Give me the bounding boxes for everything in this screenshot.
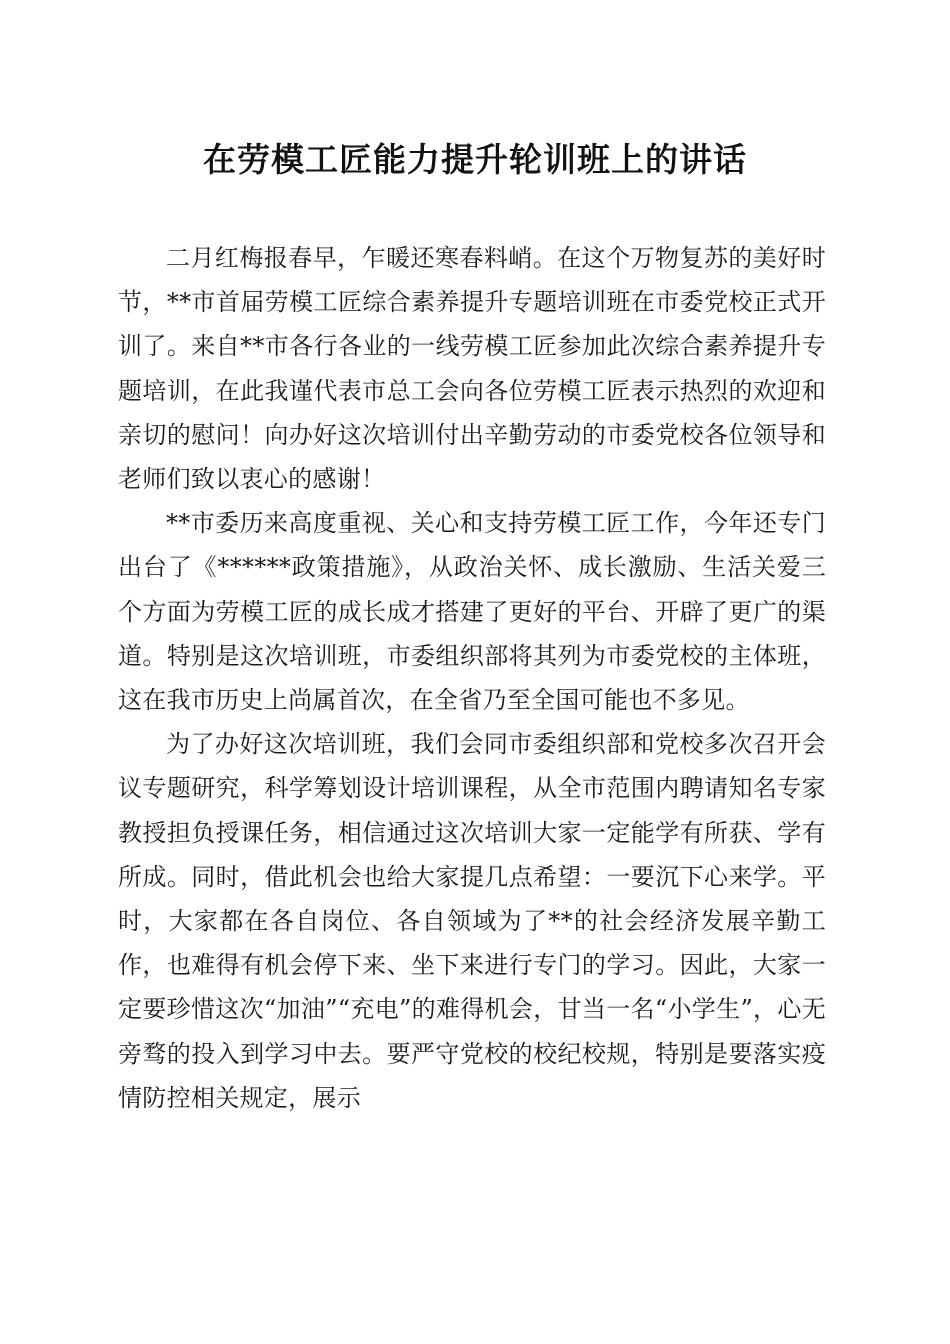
document-body (118, 236, 826, 1120)
paragraph-2: **市委历来高度重视、关心和支持劳模工匠工作，今年还专门出台了《******政策措施》，从政治关怀、成长激励、生活关爱三个方面为劳模工匠的成长成才搭建了更好的平台、开辟了更广的渠道。特别是这次培训班，市委组织部将其列为市委党校的主体班，这在我市历史上尚属首次，在全省乃至全国可能也不多见。 (118, 509, 826, 715)
document-title: 在劳模工匠能力提升轮训班上的讲话 (203, 140, 747, 179)
paragraph-1: 二月红梅报春早，乍暖还寒春料峭。在这个万物复苏的美好时节，**市首届劳模工匠综合素养提升专题培训班在市委党校正式开训了。来自**市各行各业的一线劳模工匠参加此次综合素养提升专题培训，在此我谨代表市总工会向各位劳模工匠表示热烈的欢迎和亲切的慰问！向办好这次培训付出辛勤劳动的市委党校各位领导和老师们致以衷心的感谢！ (118, 244, 826, 494)
paragraph-3: 为了办好这次培训班，我们会同市委组织部和党校多次召开会议专题研究，科学筹划设计培训课程，从全市范围内聘请知名专家教授担负授课任务，相信通过这次培训大家一定能学有所获、学有所成。同时，借此机会也给大家提几点希望：一要沉下心来学。平时，大家都在各自岗位、各自领域为了**的社会经济发展辛勤工作，也难得有机会停下来、坐下来进行专门的学习。因此，大家一定要珍惜这次“加油”“充电”的难得机会，甘当一名“小学生”，心无旁骛的投入到学习中去。要严守党校的校纪校规，特别是要落实疫情防控相关规定，展示 (118, 730, 826, 1112)
